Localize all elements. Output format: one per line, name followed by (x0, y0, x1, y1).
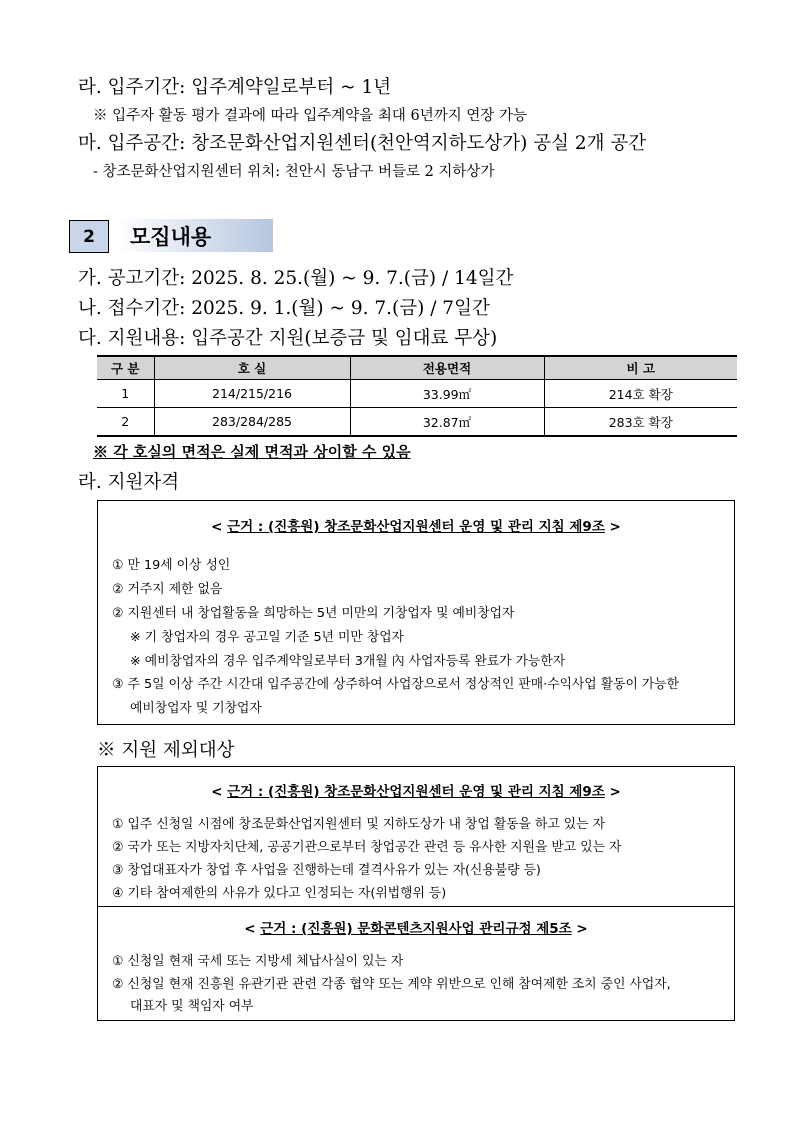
eligibility-basis: 근거 : (진흥원) 창조문화산업지원센터 운영 및 관리 지침 제9조 (227, 519, 605, 535)
support-content: 다. 지원내용: 입주공간 지원(보증금 및 임대료 무상) (78, 328, 498, 349)
list-item: ② 국가 또는 지방자치단체, 공공기관으로부터 창업공간 관련 등 유사한 지원을 받고 있는 자 (112, 840, 622, 855)
exclusion-box (97, 766, 735, 1021)
cell-category: 2 (97, 408, 154, 437)
header-remarks: 비 고 (544, 356, 737, 380)
cell-category: 1 (97, 380, 154, 408)
box-divider (98, 906, 734, 907)
header-area: 전용면적 (350, 356, 544, 380)
eligibility-box (97, 500, 735, 725)
list-subitem: ※ 기 창업자의 경우 공고일 기준 5년 미만 창업자 (130, 630, 404, 645)
section-title: 모집내용 (118, 219, 273, 252)
exclusion-basis-1: 근거 : (진흥원) 창조문화산업지원센터 운영 및 관리 지침 제9조 (227, 784, 605, 800)
list-item: ① 만 19세 이상 성인 (112, 558, 231, 573)
eligibility-heading: 라. 지원자격 (78, 472, 180, 493)
section-number: 2 (69, 220, 109, 253)
header-category: 구 분 (97, 356, 154, 380)
eligibility-box-title: < 근거 : (진흥원) 창조문화산업지원센터 운영 및 관리 지침 제9조 > (211, 519, 621, 535)
cell-remarks: 283호 확장 (544, 408, 737, 437)
list-item: ① 신청일 현재 국세 또는 지방세 체납사실이 있는 자 (112, 954, 404, 969)
list-item: ① 입주 신청일 시점에 창조문화산업지원센터 및 지하도상가 내 창업 활동을 하고 있는 자 (112, 817, 605, 832)
exclusion-box-title-1: < 근거 : (진흥원) 창조문화산업지원센터 운영 및 관리 지침 제9조 > (211, 784, 621, 800)
exclusion-heading: ※ 지원 제외대상 (97, 740, 235, 761)
table-header-row (97, 356, 737, 380)
header-room: 호 실 (154, 356, 350, 380)
list-item: ④ 기타 참여제한의 사유가 있다고 인정되는 자(위법행위 등) (112, 886, 447, 901)
notice-period: 가. 공고기간: 2025. 8. 25.(월) ~ 9. 7.(금) / 14일간 (78, 268, 514, 289)
cell-area: 32.87㎡ (350, 408, 544, 437)
list-item-continuation: 대표자 및 책임자 여부 (130, 999, 254, 1014)
list-item: ③ 창업대표자가 창업 후 사업을 진행하는데 결격사유가 있는 자(신용불량 등) (112, 863, 541, 878)
list-item: ② 지원센터 내 창업활동을 희망하는 5년 미만의 기창업자 및 예비창업자 (112, 606, 515, 621)
application-period: 나. 접수기간: 2025. 9. 1.(월) ~ 9. 7.(금) / 7일간 (78, 298, 490, 319)
area-note: ※ 각 호실의 면적은 실제 면적과 상이할 수 있음 (93, 443, 411, 461)
list-item: ② 거주지 제한 없음 (112, 582, 223, 597)
space-line: 마. 입주공간: 창조문화산업지원센터(천안역지하도상가) 공실 2개 공간 (78, 133, 647, 154)
cell-area: 33.99㎡ (350, 380, 544, 408)
cell-remarks: 214호 확장 (544, 380, 737, 408)
list-subitem: ※ 예비창업자의 경우 입주계약일로부터 3개월 內 사업자등록 완료가 가능한자 (130, 654, 566, 669)
term-line: 라. 입주기간: 입주계약일로부터 ~ 1년 (78, 77, 392, 98)
table-row (97, 408, 737, 437)
exclusion-box-title-2: < 근거 : (진흥원) 문화콘텐츠지원사업 관리규정 제5조 > (244, 921, 588, 937)
list-item-continuation: 예비창업자 및 기창업자 (130, 701, 262, 716)
location-note: - 창조문화산업지원센터 위치: 천안시 동남구 버들로 2 지하상가 (93, 164, 495, 180)
list-item: ③ 주 5일 이상 주간 시간대 입주공간에 상주하여 사업장으로서 정상적인 판매·수익사업 활동이 가능한 (112, 677, 679, 692)
table-row (97, 380, 737, 408)
list-item: ② 신청일 현재 진흥원 유관기관 관련 각종 협약 또는 계약 위반으로 인해 참여제한 조치 중인 사업자, (112, 977, 671, 992)
cell-room: 214/215/216 (154, 380, 350, 408)
cell-room: 283/284/285 (154, 408, 350, 437)
rooms-table (97, 355, 737, 437)
exclusion-basis-2: 근거 : (진흥원) 문화콘텐츠지원사업 관리규정 제5조 (260, 921, 572, 937)
term-note: ※ 입주자 활동 평가 결과에 따라 입주계약을 최대 6년까지 연장 가능 (93, 108, 527, 124)
